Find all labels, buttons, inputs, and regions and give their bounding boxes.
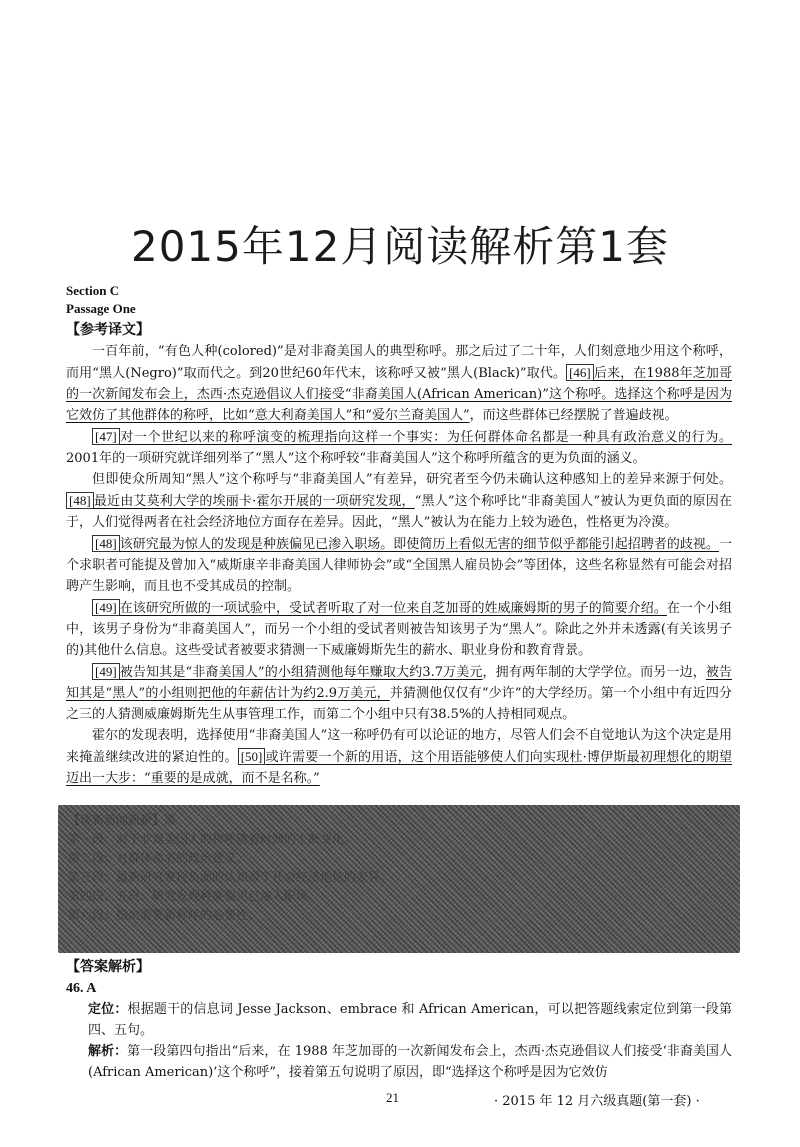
question-marker: [46] <box>566 364 594 381</box>
obscured-line: 第三段：最新研究发现负面的认知源于社会经济地位的差异。 <box>68 870 393 884</box>
page-footer <box>0 1090 800 1114</box>
question-marker: [49] <box>92 663 120 680</box>
obscured-line: 第一段：对于非裔美国人的称呼随着时间的不断变化。 <box>68 832 357 846</box>
obscured-summary-box <box>58 805 740 953</box>
footer-title: · 2015 年 12 月六级真题(第一套) · <box>494 1094 700 1109</box>
paragraph-2-tail: 2001年的一项研究就详细列举了“黑人”这个称呼较“非裔美国人”这个称呼所蕴含的更为负面的涵义。 <box>66 451 646 466</box>
paragraph-6-text: ，拥有两年制的大学学位。而另一边， <box>482 665 706 680</box>
question-marker: [48] <box>92 535 120 552</box>
paragraph-5 <box>66 597 732 661</box>
analysis-text: 第一段第四句指出“后来，在 1988 年芝加哥的一次新闻发布会上，杰西·杰克逊倡议人们接受‘非裔美国人(African American)’这个称呼”，接着第五句说明了原因，即“选择这个称呼是因为它效仿 <box>88 1044 732 1080</box>
obscured-line: 第四段、五段：研究发现种族偏见已渗入职场。 <box>68 889 321 903</box>
question-46-answer: 46. A <box>66 981 97 996</box>
paragraph-3-tail: “黑人”这个称呼比“非裔美国人”被认为更负面的原因在于，人们觉得两者在社会经济地位方面存在差异。因此，“黑人”被认为在能力上较为逊色，性格更为冷漠。 <box>66 494 732 530</box>
paragraph-1 <box>66 341 732 426</box>
analysis-paragraph <box>66 1041 732 1083</box>
underlined-text: 在该研究所做的一项试验中，受试者听取了对一位来自芝加哥的姓威廉姆斯的男子的简要介绍。 <box>119 601 667 616</box>
analysis-label: 解析： <box>88 1044 128 1059</box>
paragraph-7 <box>66 725 732 789</box>
underlined-text: 或许需要一个新的用语，这个用语能够使人们向实现杜·博伊斯最初理想化的期望迈出一大步：“重要的是成就，而不是名称。” <box>66 750 732 786</box>
document-body <box>66 282 732 1083</box>
paragraph-3 <box>66 469 732 533</box>
obscured-line: 第二段：对群体命名的政治意义。 <box>68 851 249 865</box>
underlined-text: 最近由艾莫利大学的埃丽卡·霍尔开展的一项研究发现， <box>93 494 415 509</box>
paragraph-5-tail: 在一个小组中，该男子身份为“非裔美国人”，而另一个小组的受试者则被告知该男子为“黑人”。除此之外并未透露(有关该男子的)其他什么信息。这些受试者被要求猜测一下威廉姆斯先生的薪水、职业身份和教育背景。 <box>66 601 732 658</box>
underlined-text: 该研究最为惊人的发现是种族偏见已渗入职场。即使简历上看似无害的细节似乎都能引起招聘者的歧视。 <box>119 537 719 552</box>
paragraph-6-tail: 并猜测他仅仅有“少许”的大学经历。第一个小组中有近四分之三的人猜测威廉姆斯先生从事管理工作，而第二个小组中只有38.5%的人持相同观点。 <box>66 686 733 722</box>
section-heading: Section C <box>66 283 120 298</box>
passage-heading: Passage One <box>66 301 136 316</box>
locate-label: 定位： <box>88 1002 128 1017</box>
paragraph-4-tail: 一个求职者可能提及曾加入“威斯康辛非裔美国人律师协会”或“全国黑人雇员协会”等团体，这些名称显然有可能会对招聘产生影响，而且也不受其成员的控制。 <box>66 537 732 594</box>
underlined-text: 对一个世纪以来的称呼演变的梳理指向这样一个事实：为任何群体命名都是一种具有政治意义的行为。 <box>119 430 732 445</box>
paragraph-4 <box>66 533 732 597</box>
page-number: 21 <box>386 1090 399 1105</box>
reference-translation-heading: 【参考译文】 <box>66 322 150 338</box>
locate-paragraph <box>66 999 732 1041</box>
question-marker: [47] <box>92 428 120 445</box>
underlined-text: 被告知其是“非裔美国人”的小组猜测他每年赚取大约3.7万美元 <box>119 665 483 680</box>
obscured-line: 第六段：指出需要新称呼的必要性。 <box>68 908 261 922</box>
paragraph-6 <box>66 661 732 725</box>
paragraph-1-text: 一百年前，“有色人种(colored)”是对非裔美国人的典型称呼。那之后过了二十年，人们刻意地少用这个称呼，而用“黑人(Negro)”取而代之。到20世纪60年代末，该称呼又被“黑人(Black)”取代。 <box>66 344 732 381</box>
locate-text: 根据题干的信息词 Jesse Jackson、embrace 和 African American，可以把答题线索定位到第一段第四、五句。 <box>88 1002 732 1038</box>
obscured-line: 【谈新新闻新新】黑 <box>68 813 177 827</box>
underlined-text: 后来，在1988年芝加哥的一次新闻发布会上，杰西·杰克逊倡议人们接受“非裔美国人(African American)”这个称呼。选择这个称呼是因为它效仿了其他群体的称呼，比如“意大利裔美国人”和“爱尔兰裔美国人” <box>66 366 732 423</box>
underlined-text: 被告知其是“黑人”的小组则把他的年薪估计为约2.9万美元， <box>66 665 732 701</box>
paragraph-1-tail: ，而这些群体已经摆脱了普遍歧视。 <box>469 408 678 423</box>
paragraph-7-text: 霍尔的发现表明，选择使用“非裔美国人”这一称呼仍有可以论证的地方，尽管人们会不自觉地认为这个决定是用来掩盖继续改进的紧迫性的。 <box>66 728 732 765</box>
page-title: 2015年12月阅读解析第1套 <box>130 222 670 271</box>
question-marker: [49] <box>92 599 120 616</box>
question-marker: [50] <box>238 748 266 765</box>
answers-heading: 【答案解析】 <box>66 959 150 975</box>
paragraph-3-text: 但即使众所周知“黑人”这个称呼与“非裔美国人”有差异，研究者至今仍未确认这种感知上的差异来源于何处。 <box>92 472 732 487</box>
paragraph-2 <box>66 426 732 469</box>
question-marker: [48] <box>66 492 94 509</box>
